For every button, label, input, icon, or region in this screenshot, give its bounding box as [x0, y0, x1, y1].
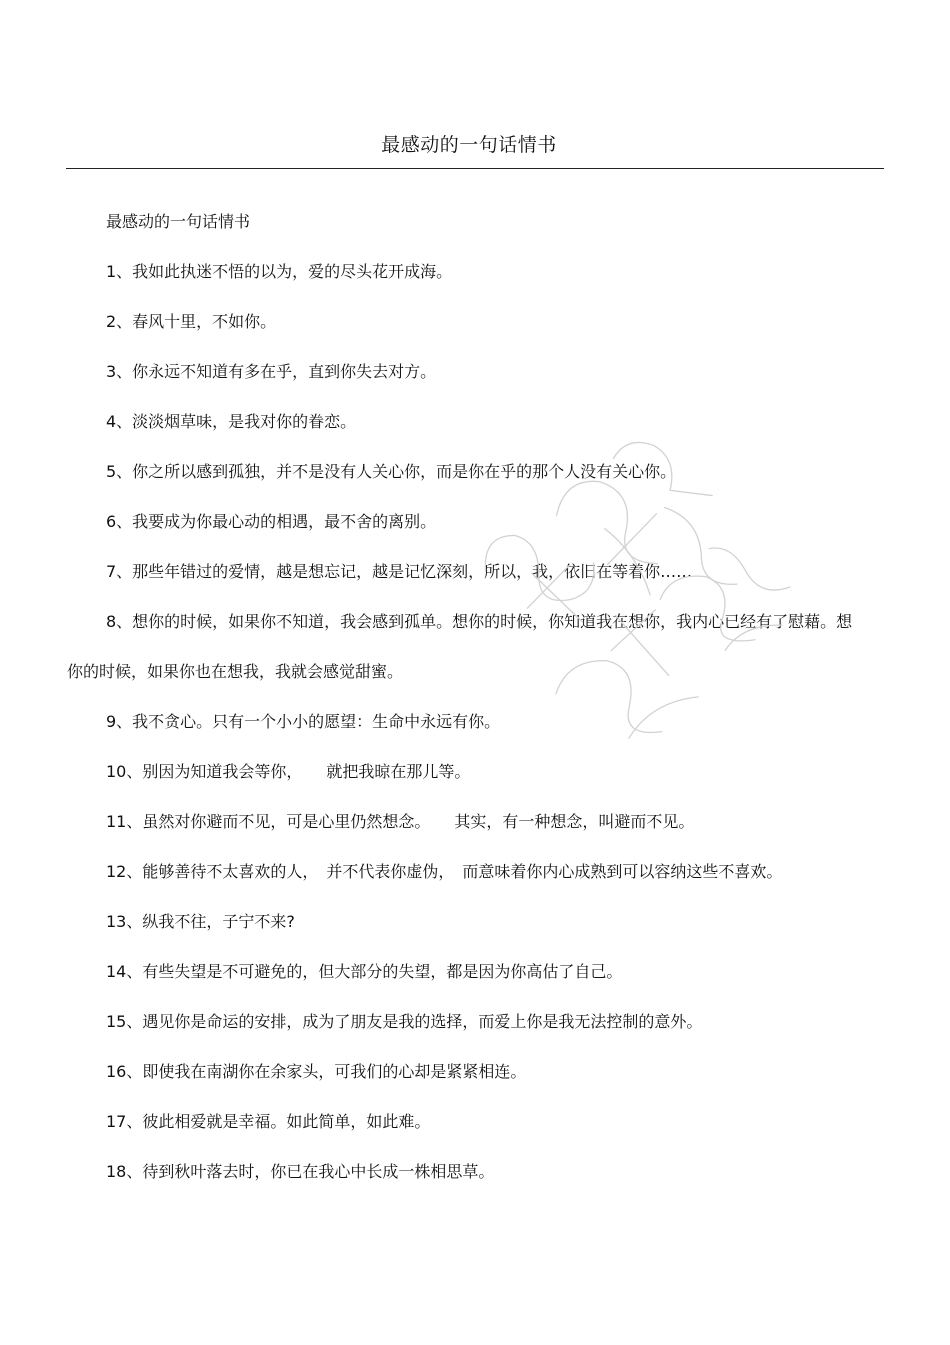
list-item: 9、我不贪心。只有一个小小的愿望：生命中永远有你。 [106, 712, 501, 731]
list-item: 17、彼此相爱就是幸福。如此简单，如此难。 [106, 1112, 431, 1131]
list-item: 10、别因为知道我会等你， 就把我晾在那儿等。 [106, 762, 471, 781]
list-item: 7、那些年错过的爱情，越是想忘记，越是记忆深刻，所以，我，依旧在等着你…… [106, 562, 693, 581]
title-divider [66, 168, 884, 169]
list-item: 16、即使我在南湖你在余家头，可我们的心却是紧紧相连。 [106, 1062, 527, 1081]
subtitle-line: 最感动的一句话情书 [106, 212, 251, 231]
list-item: 14、有些失望是不可避免的，但大部分的失望，都是因为你高估了自己。 [106, 962, 623, 981]
list-item: 2、春风十里，不如你。 [106, 312, 277, 331]
list-item: 8、想你的时候，如果你不知道，我会感到孤单。想你的时候，你知道我在想你，我内心已经有了慰藉。想你的时候，如果你也在想我，我就会感觉甜蜜。 [67, 612, 853, 681]
list-item: 13、纵我不往，子宁不来? [106, 912, 295, 931]
page-title: 最感动的一句话情书 [381, 134, 557, 156]
list-item: 11、虽然对你避而不见，可是心里仍然想念。 其实，有一种想念，叫避而不见。 [106, 812, 695, 831]
list-item: 12、能够善待不太喜欢的人， 并不代表你虚伪， 而意味着你内心成熟到可以容纳这些不喜欢。 [106, 862, 783, 881]
list-item: 18、待到秋叶落去时，你已在我心中长成一株相思草。 [106, 1162, 495, 1181]
list-item: 1、我如此执迷不悟的以为，爱的尽头花开成海。 [106, 262, 453, 281]
list-item: 3、你永远不知道有多在乎，直到你失去对方。 [106, 362, 437, 381]
list-item: 5、你之所以感到孤独，并不是没有人关心你，而是你在乎的那个人没有关心你。 [106, 462, 677, 481]
list-item: 15、遇见你是命运的安排，成为了朋友是我的选择，而爱上你是我无法控制的意外。 [106, 1012, 703, 1031]
list-item: 4、淡淡烟草味，是我对你的眷恋。 [106, 412, 357, 431]
list-item: 6、我要成为你最心动的相遇，最不舍的离别。 [106, 512, 437, 531]
document-body [67, 207, 867, 1207]
